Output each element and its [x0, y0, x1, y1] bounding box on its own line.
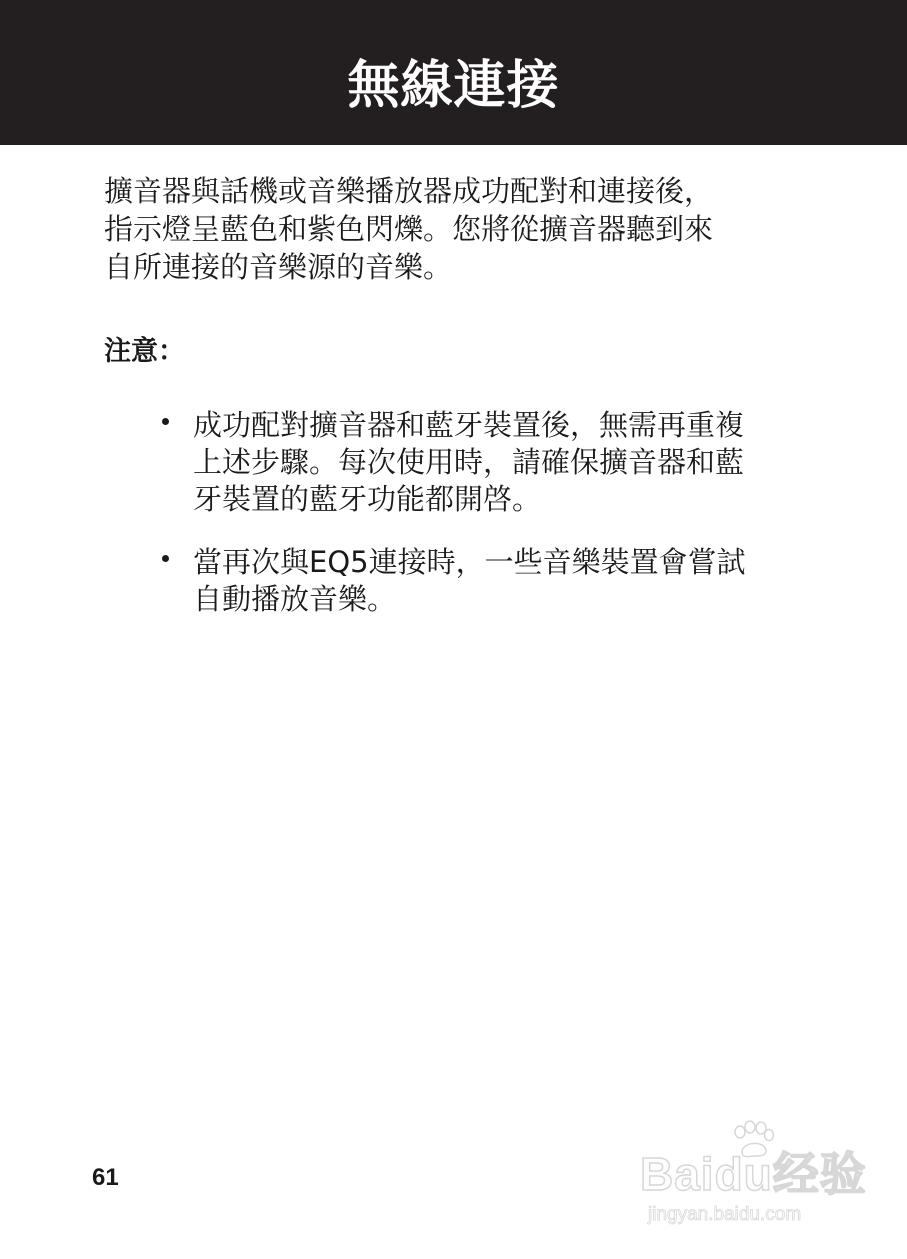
- intro-paragraph: [104, 172, 804, 286]
- page-number: 61: [92, 1164, 119, 1191]
- bullet-icon: [162, 418, 169, 425]
- intro-line: 擴音器與話機或音樂播放器成功配對和連接後，: [104, 174, 714, 208]
- watermark-url: jingyan.baidu.com: [648, 1204, 802, 1225]
- note-line: 自動播放音樂。: [193, 582, 397, 616]
- watermark-brand: Baidu经验: [640, 1148, 867, 1200]
- note-line: 上述步驟。每次使用時，請確保擴音器和藍: [193, 445, 745, 479]
- note-line: 成功配對擴音器和藍牙裝置後，無需再重複: [193, 408, 745, 442]
- note-line: 當再次與EQ5連接時，一些音樂裝置會嘗試: [193, 545, 746, 579]
- intro-line: 自所連接的音樂源的音樂。: [104, 250, 453, 284]
- note-line: 牙裝置的藍牙功能都開啓。: [193, 482, 542, 516]
- intro-line: 指示燈呈藍色和紫色閃爍。您將從擴音器聽到來: [104, 212, 714, 246]
- note-list: [160, 407, 820, 644]
- note-heading: 注意：: [104, 336, 185, 367]
- note-item: [160, 407, 820, 518]
- bullet-icon: [162, 555, 169, 562]
- page-title: 無線連接: [347, 55, 560, 116]
- note-item: [160, 544, 820, 618]
- header-bar: [0, 0, 907, 145]
- watermark: [640, 1120, 867, 1230]
